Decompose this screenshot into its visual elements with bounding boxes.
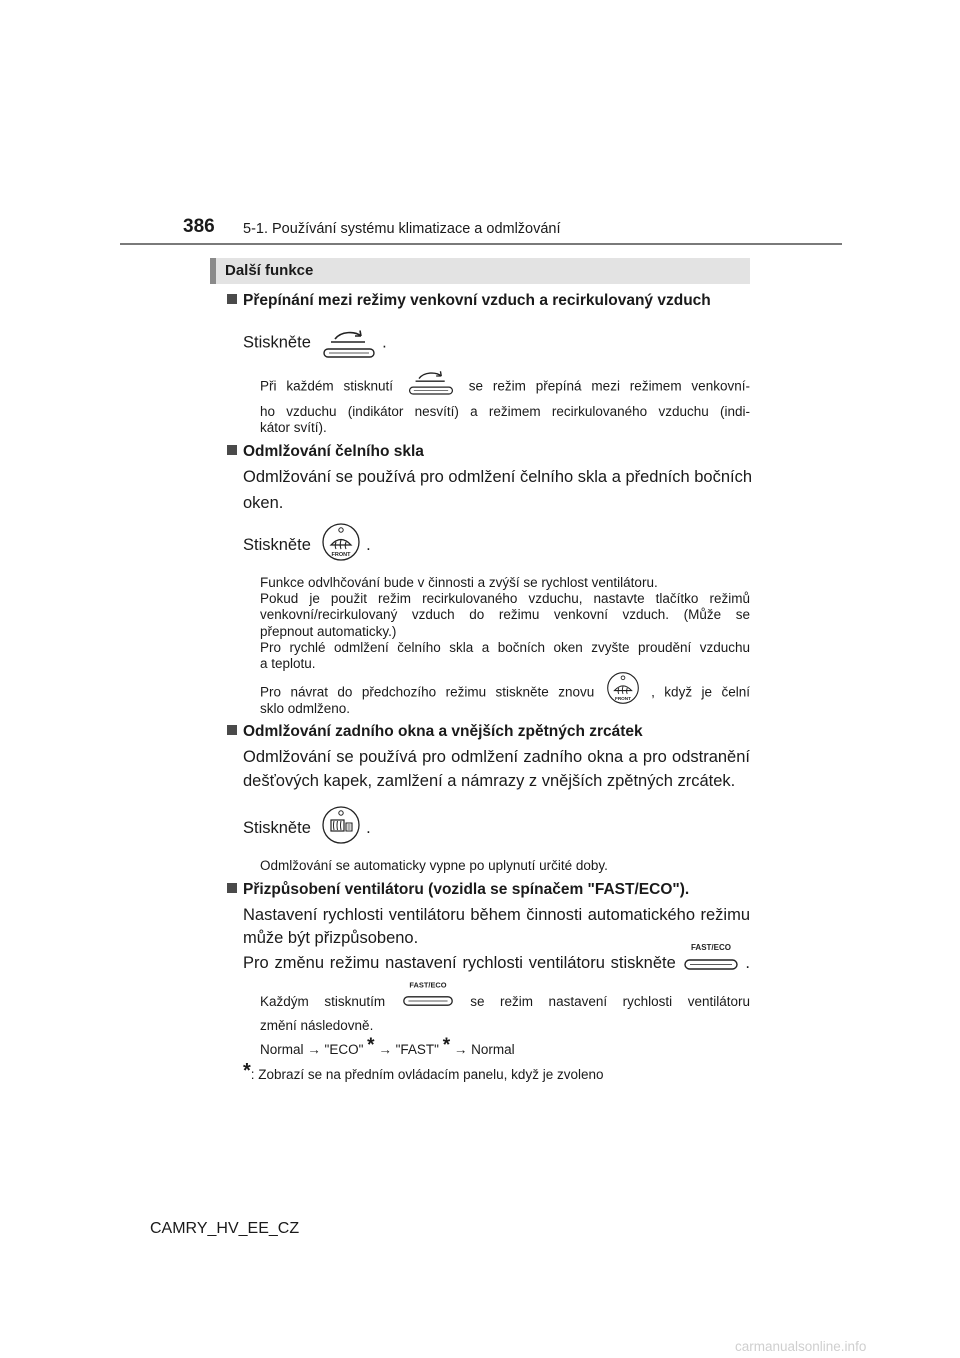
section-marker xyxy=(210,258,216,284)
recirculation-button-icon xyxy=(407,368,455,396)
bullet-square-icon xyxy=(227,294,237,304)
section-header xyxy=(210,258,750,284)
fan-sequence: Normal → "ECO" * → "FAST" * → Normal xyxy=(260,1035,515,1057)
rear-note: Odmlžování se automaticky vypne po uplynutí určité doby. xyxy=(260,858,608,873)
fast-eco-button-icon xyxy=(682,942,740,972)
recirc-press-line: Stiskněte . xyxy=(243,327,387,359)
rear-body-line1: Odmlžování se používá pro odmlžení zadního okna a pro odstranění xyxy=(243,748,750,766)
bullet-square-icon xyxy=(227,725,237,735)
heading-fan: Přizpůsobení ventilátoru (vozidla se spínačem "FAST/ECO"). xyxy=(227,881,689,899)
fast-eco-label: FAST/ECO xyxy=(690,942,731,952)
rear-defogger-button-icon xyxy=(321,805,361,845)
fan-body-line2: může být přizpůsobeno. xyxy=(243,929,419,947)
windshield-note-line7: Pro návrat do předchozího režimu stiskněte znovu FRONT , když je čelní xyxy=(260,681,750,705)
recirc-note-line2: ho vzduchu (indikátor nesvítí) a režimem recirkulovaného vzduchu (indi- xyxy=(260,404,750,419)
heading-windshield: Odmlžování čelního skla xyxy=(227,443,424,461)
front-button-label: FRONT xyxy=(331,552,351,558)
watermark: carmanualsonline.info xyxy=(735,1339,867,1354)
front-defogger-button-icon xyxy=(321,522,361,562)
chapter-title: 5-1. Používání systému klimatizace a odmlžování xyxy=(243,221,561,237)
front-button-label: FRONT xyxy=(614,695,631,701)
windshield-press-line: Stiskněte FRONT . xyxy=(243,522,371,562)
fan-body-line3: Pro změnu režimu nastavení rychlosti ventilátoru stiskněte FAST/ECO . xyxy=(243,942,750,972)
windshield-note-line4: přepnout automaticky.) xyxy=(260,624,397,639)
fast-eco-label: FAST/ECO xyxy=(409,980,447,990)
recirculation-button-icon xyxy=(321,327,377,359)
rear-press-line: Stiskněte . xyxy=(243,805,371,845)
rear-body-line2: dešťových kapek, zamlžení a námrazy z vnějších zpětných zrcátek. xyxy=(243,772,736,790)
windshield-note-line5: Pro rychlé odmlžení čelního skla a bočních oken zvyšte proudění vzduchu xyxy=(260,640,750,655)
fast-eco-button-icon xyxy=(401,979,455,1009)
heading-rear-defogger: Odmlžování zadního okna a vnějších zpětných zrcátek xyxy=(227,723,643,741)
header-rule xyxy=(120,243,842,245)
fan-note-line2: změní následovně. xyxy=(260,1018,374,1033)
fan-footnote: *: Zobrazí se na předním ovládacím panelu, když je zvoleno xyxy=(243,1060,604,1082)
recirc-note-line1: Při každém stisknutí se režim přepíná mezi režimem venkovní- xyxy=(260,378,750,396)
bullet-square-icon xyxy=(227,445,237,455)
windshield-note-line3: venkovní/recirkulovaný vzduch do režimu venkovní vzduch. (Může se xyxy=(260,607,750,622)
fan-body-line1: Nastavení rychlosti ventilátoru během činnosti automatického režimu xyxy=(243,906,750,924)
windshield-note-line8: sklo odmlženo. xyxy=(260,701,351,716)
windshield-body-line2: oken. xyxy=(243,494,284,512)
windshield-body-line1: Odmlžování se používá pro odmlžení čelního skla a předních bočních xyxy=(243,468,753,486)
front-defogger-button-icon xyxy=(606,671,640,705)
windshield-note-line2: Pokud je použit režim recirkulovaného vzduchu, nastavte tlačítko režimů xyxy=(260,591,750,606)
heading-recirculation: Přepínání mezi režimy venkovní vzduch a recirkulovaný vzduch xyxy=(227,292,711,310)
recirc-note-line3: kátor svítí). xyxy=(260,420,327,435)
fan-note-line1: Každým stisknutím FAST/ECO se režim nastavení rychlosti ventilátoru xyxy=(260,980,750,1009)
windshield-note-line1: Funkce odvlhčování bude v činnosti a zvýší se rychlost ventilátoru. xyxy=(260,575,658,590)
page-number: 386 xyxy=(183,216,215,237)
bullet-square-icon xyxy=(227,883,237,893)
model-code: CAMRY_HV_EE_CZ xyxy=(150,1220,300,1237)
section-title: Další funkce xyxy=(225,262,314,279)
windshield-note-line6: a teplotu. xyxy=(260,656,316,671)
